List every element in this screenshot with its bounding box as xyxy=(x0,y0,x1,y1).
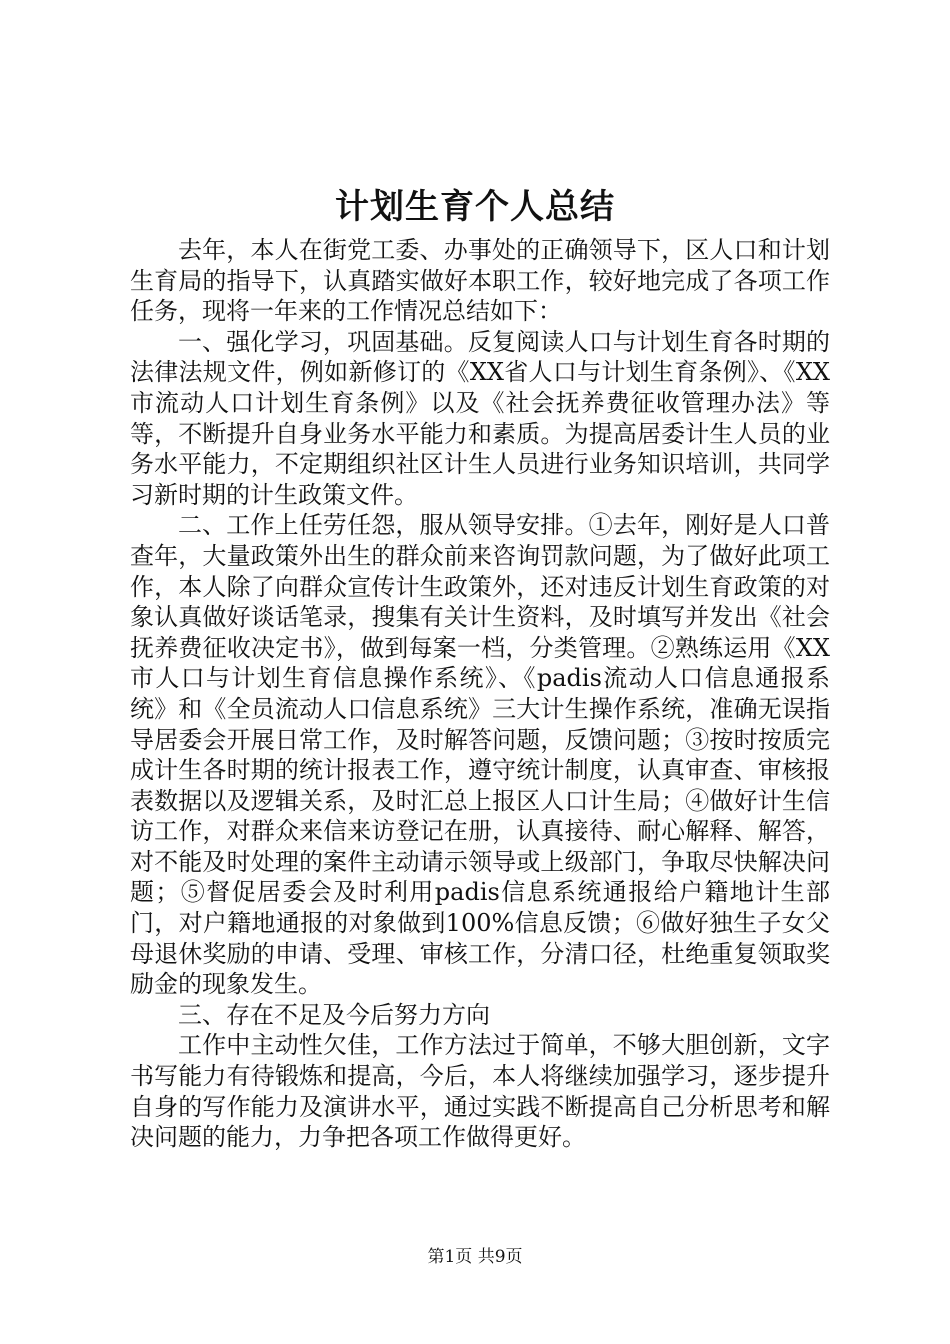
paragraph-conclusion: 工作中主动性欠佳，工作方法过于简单，不够大胆创新，文字书写能力有待锻炼和提高，今后，本人将继续加强学习，逐步提升自身的写作能力及演讲水平，通过实践不断提高自己分析思考和解决问题的能力，力争把各项工作做得更好。 xyxy=(130,1031,830,1152)
paragraph-section-3-heading: 三、存在不足及今后努力方向 xyxy=(178,1000,490,1029)
page-number-footer: 第1页 共9页 xyxy=(427,1247,523,1267)
document-body xyxy=(130,235,830,1153)
document-title: 计划生育个人总结 xyxy=(335,187,615,227)
paragraph-section-1: 一、强化学习，巩固基础。反复阅读人口与计划生育各时期的法律法规文件，例如新修订的《XX省人口与计划生育条例》、《XX市流动人口计划生育条例》以及《社会抚养费征收管理办法》等等，不断提升自身业务水平能力和素质。为提高居委计生人员的业务水平能力，不定期组织社区计生人员进行业务知识培训，共同学习新时期的计生政策文件。 xyxy=(130,327,830,509)
paragraph-intro: 去年，本人在街党工委、办事处的正确领导下，区人口和计划生育局的指导下，认真踏实做好本职工作，较好地完成了各项工作任务，现将一年来的工作情况总结如下： xyxy=(130,236,830,326)
paragraph-section-2: 二、工作上任劳任怨，服从领导安排。①去年，刚好是人口普查年，大量政策外出生的群众前来咨询罚款问题，为了做好此项工作，本人除了向群众宣传计生政策外，还对违反计划生育政策的对象认真做好谈话笔录，搜集有关计生资料，及时填写并发出《社会抚养费征收决定书》，做到每案一档，分类管理。②熟练运用《XX市人口与计划生育信息操作系统》、《padis流动人口信息通报系统》和《全员流动人口信息系统》三大计生操作系统，准确无误指导居委会开展日常工作，及时解答问题，反馈问题；③按时按质完成计生各时期的统计报表工作，遵守统计制度，认真审查、审核报表数据以及逻辑关系，及时汇总上报区人口计生局；④做好计生信访工作，对群众来信来访登记在册，认真接待、耐心解释、解答，对不能及时处理的案件主动请示领导或上级部门，争取尽快解决问题；⑤督促居委会及时利用padis信息系统通报给户籍地计生部门，对户籍地通报的对象做到100%信息反馈；⑥做好独生子女父母退休奖励的申请、受理、审核工作，分清口径，杜绝重复领取奖励金的现象发生。 xyxy=(130,511,830,999)
